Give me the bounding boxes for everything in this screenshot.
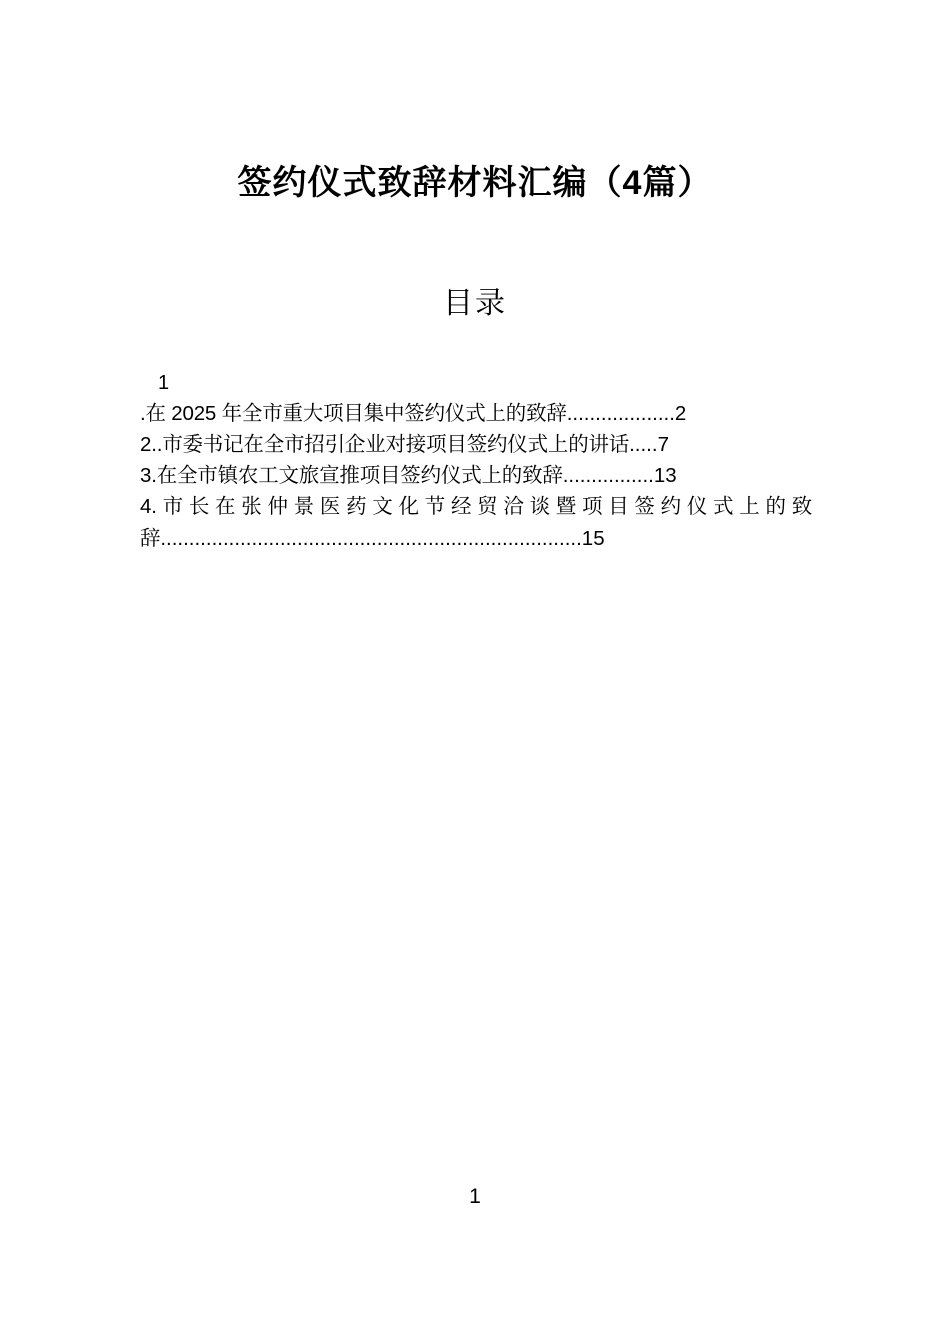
toc-item-2[interactable] <box>140 429 812 460</box>
toc-item-4-page: 15 <box>581 526 605 550</box>
toc-item-3-label: 3.在全市镇农工文旅宣推项目签约仪式上的致辞 <box>140 464 563 488</box>
toc-orphan-number: 1 <box>158 372 170 394</box>
page-footer-number: 1 <box>469 1185 481 1208</box>
toc-item-2-dots: ..... <box>629 433 658 457</box>
toc-item-1-dots: ................... <box>566 402 675 425</box>
table-of-contents <box>140 368 812 554</box>
toc-item-1[interactable] <box>140 398 812 429</box>
toc-item-3-page: 13 <box>653 464 677 488</box>
toc-item-2-page: 7 <box>657 433 669 457</box>
toc-item-3-dots: ................ <box>562 464 654 488</box>
page-title: 签约仪式致辞材料汇编（4篇） <box>237 164 713 202</box>
toc-item-4[interactable] <box>140 491 812 553</box>
toc-item-3[interactable] <box>140 460 812 491</box>
toc-item-4-dots: .......................................................................... <box>160 526 582 550</box>
toc-item-2-label: 2..市委书记在全市招引企业对接项目签约仪式上的讲话 <box>140 433 630 457</box>
toc-heading: 目录 <box>443 287 507 320</box>
toc-item-1-label: .在 2025 年全市重大项目集中签约仪式上的致辞 <box>140 402 567 425</box>
toc-item-1-page: 2 <box>674 402 687 425</box>
toc-item-4-label: 4.市长在张仲景医药文化节经贸洽谈暨项目签约仪式上的致辞 <box>140 495 812 550</box>
